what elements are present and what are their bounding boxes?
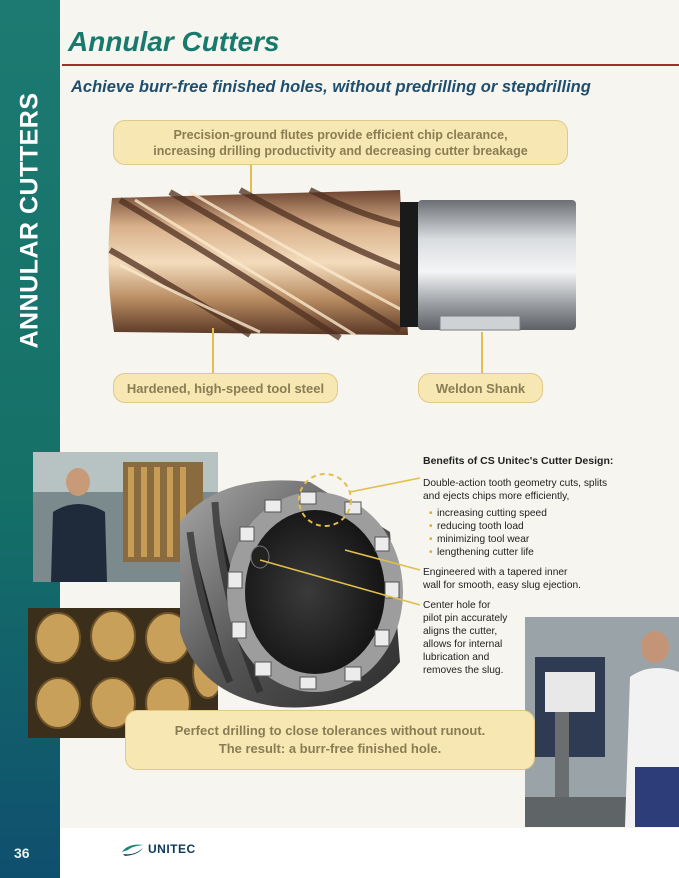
result-callout: Perfect drilling to close tolerances without runout. The result: a burr-free finished hole. xyxy=(125,710,535,770)
title-divider xyxy=(62,64,679,66)
section-title: ANNULAR CUTTERS xyxy=(15,91,44,349)
tapered-wall-text: wall for smooth, easy slug ejection. xyxy=(423,580,581,591)
list-item: • reducing tooth load xyxy=(429,520,623,533)
center-hole-text: pilot pin accurately xyxy=(423,613,508,624)
page-subtitle: Achieve burr-free finished holes, without predrilling or stepdrilling xyxy=(71,78,591,96)
center-hole-text: aligns the cutter, xyxy=(423,626,498,637)
shank-callout: Weldon Shank xyxy=(418,373,543,403)
steel-callout: Hardened, high-speed tool steel xyxy=(113,373,338,403)
cutter-side-image xyxy=(100,180,580,345)
shank-leader-line xyxy=(481,332,483,374)
center-hole-text: removes the slug. xyxy=(423,665,504,676)
logo-swoosh-icon xyxy=(120,841,146,857)
tooth-geometry-text: and ejects chips more efficiently, xyxy=(423,491,570,502)
benefits-text xyxy=(423,455,623,677)
list-item: • increasing cutting speed xyxy=(429,507,623,520)
center-hole-text: Center hole for xyxy=(423,600,491,611)
unitec-logo: UNITEC xyxy=(120,841,196,857)
benefits-heading: Benefits of CS Unitec's Cutter Design: xyxy=(423,455,614,467)
tooth-geometry-text: Double-action tooth geometry cuts, splits xyxy=(423,478,608,489)
flutes-callout: Precision-ground flutes provide efficient chip clearance, increasing drilling productivity and decreasing cutter breakage xyxy=(113,120,568,165)
steel-leader-line xyxy=(212,328,214,374)
center-hole-text: lubrication and xyxy=(423,652,490,663)
center-hole-text: allows for internal xyxy=(423,639,503,650)
page-number: 36 xyxy=(14,845,30,861)
end-view-leader-lines xyxy=(250,470,430,610)
list-item: • minimizing tool wear xyxy=(429,533,623,546)
tapered-wall-text: Engineered with a tapered inner xyxy=(423,567,568,578)
benefit-bullets xyxy=(429,507,623,559)
page-title: Annular Cutters xyxy=(68,26,280,57)
list-item: • lengthening cutter life xyxy=(429,546,623,559)
